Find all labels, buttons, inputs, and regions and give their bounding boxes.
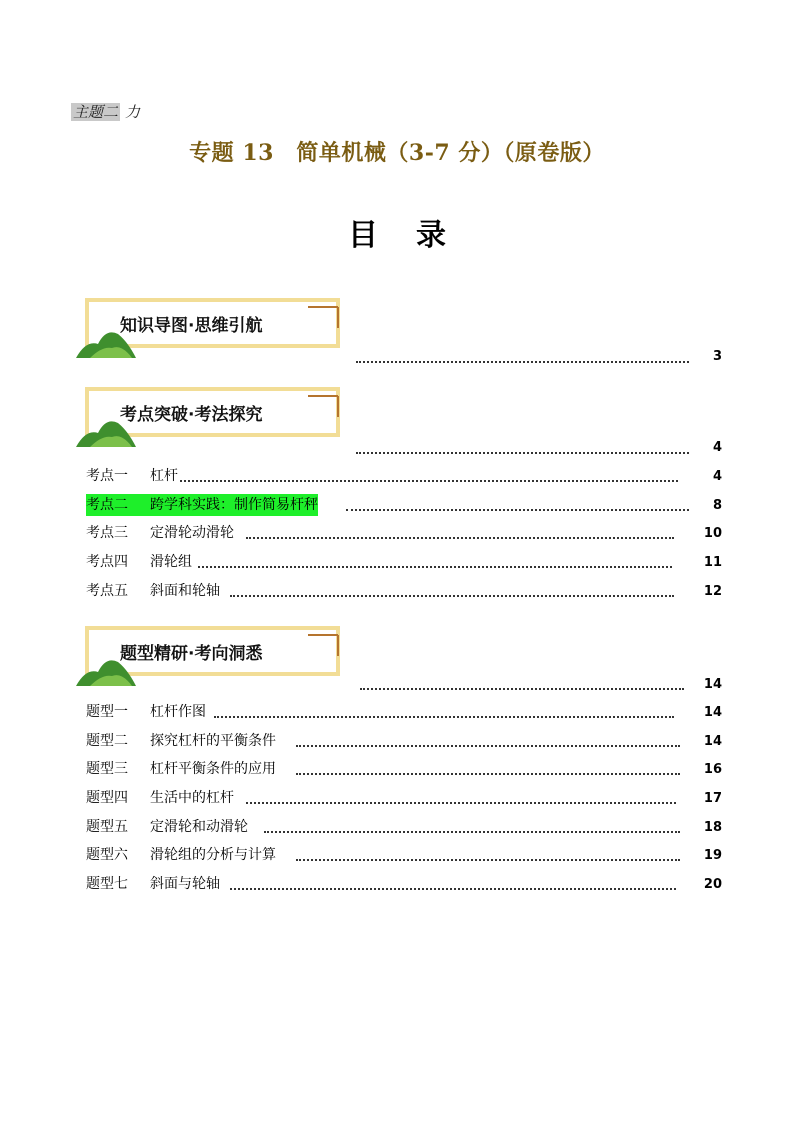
dot-leader (198, 556, 672, 568)
toc-item-key: 考点五 (86, 583, 128, 599)
page-number: 11 (703, 555, 722, 570)
toc-item-tixing-2[interactable] (86, 730, 276, 752)
dot-leader (180, 470, 678, 482)
toc-item-text: 杠杆平衡条件的应用 (150, 761, 276, 777)
toc-item-text: 滑轮组 (150, 554, 192, 570)
page-number: 14 (703, 734, 722, 749)
toc-item-tixing-4[interactable] (86, 787, 234, 809)
page-number: 4 (712, 469, 722, 484)
toc-item-tixing-5[interactable] (86, 816, 248, 838)
banner-label: 题型精研·考向洞悉 (120, 644, 263, 664)
toc-item-tixing-7[interactable] (86, 873, 220, 895)
toc-item-text: 定滑轮动滑轮 (150, 525, 234, 541)
banner-label: 考点突破·考法探究 (120, 405, 263, 425)
page-number: 12 (703, 584, 722, 599)
dot-leader (246, 792, 676, 804)
topic-tag (71, 101, 140, 123)
topic-name: 力 (125, 103, 141, 121)
page-number: 8 (712, 498, 722, 513)
toc-item-tixing-6[interactable] (86, 844, 276, 866)
section-banner-1 (76, 298, 356, 358)
page-number: 18 (703, 820, 722, 835)
toc-item-key: 题型五 (86, 819, 128, 835)
toc-item-kaodian-1[interactable] (86, 465, 178, 487)
toc-item-key: 题型一 (86, 704, 128, 720)
page-number: 14 (703, 677, 722, 692)
toc-item-key: 题型七 (86, 876, 128, 892)
page-title: 专题 13 简单机械（3-7 分）（原卷版） (189, 140, 605, 166)
page-number: 4 (712, 440, 722, 455)
dot-leader (230, 878, 676, 890)
toc-item-tixing-3[interactable] (86, 758, 276, 780)
toc-heading: 目录 (348, 218, 484, 253)
topic-prefix: 主题二 (73, 103, 119, 121)
page-number: 14 (703, 705, 722, 720)
page-number: 3 (712, 349, 722, 364)
toc-item-key: 题型四 (86, 790, 128, 806)
toc-item-key: 考点四 (86, 554, 128, 570)
toc-item-key: 考点三 (86, 525, 128, 541)
page-number: 16 (703, 762, 722, 777)
toc-item-key: 考点二 (86, 494, 150, 516)
dot-leader (296, 735, 680, 747)
dot-leader (356, 351, 689, 363)
dot-leader (246, 527, 674, 539)
toc-item-kaodian-4[interactable] (86, 551, 192, 573)
dot-leader (230, 585, 674, 597)
toc-item-text: 跨学科实践：制作简易杆秤 (150, 494, 318, 516)
toc-item-text: 杠杆 (150, 468, 178, 484)
toc-item-text: 斜面和轮轴 (150, 583, 220, 599)
dot-leader (214, 706, 674, 718)
dot-leader (346, 499, 689, 511)
toc-item-text: 生活中的杠杆 (150, 790, 234, 806)
toc-item-tixing-1[interactable] (86, 701, 206, 723)
toc-item-text: 探究杠杆的平衡条件 (150, 733, 276, 749)
toc-item-key: 题型六 (86, 847, 128, 863)
toc-item-kaodian-5[interactable] (86, 580, 220, 602)
dot-leader (356, 442, 689, 454)
dot-leader (296, 849, 680, 861)
toc-item-key: 考点一 (86, 468, 128, 484)
toc-item-kaodian-3[interactable] (86, 522, 234, 544)
page-number: 10 (703, 526, 722, 541)
toc-item-key: 题型二 (86, 733, 128, 749)
toc-item-kaodian-2[interactable] (86, 494, 318, 516)
dot-leader (360, 678, 684, 690)
page-number: 17 (703, 791, 722, 806)
toc-item-key: 题型三 (86, 761, 128, 777)
section-banner-2 (76, 387, 356, 447)
dot-leader (296, 763, 680, 775)
dot-leader (264, 821, 680, 833)
section-banner-3 (76, 626, 356, 686)
toc-item-text: 滑轮组的分析与计算 (150, 847, 276, 863)
toc-item-text: 斜面与轮轴 (150, 876, 220, 892)
toc-item-text: 杠杆作图 (150, 704, 206, 720)
page-number: 20 (703, 877, 722, 892)
toc-item-text: 定滑轮和动滑轮 (150, 819, 248, 835)
banner-label: 知识导图·思维引航 (120, 316, 263, 336)
page-number: 19 (703, 848, 722, 863)
